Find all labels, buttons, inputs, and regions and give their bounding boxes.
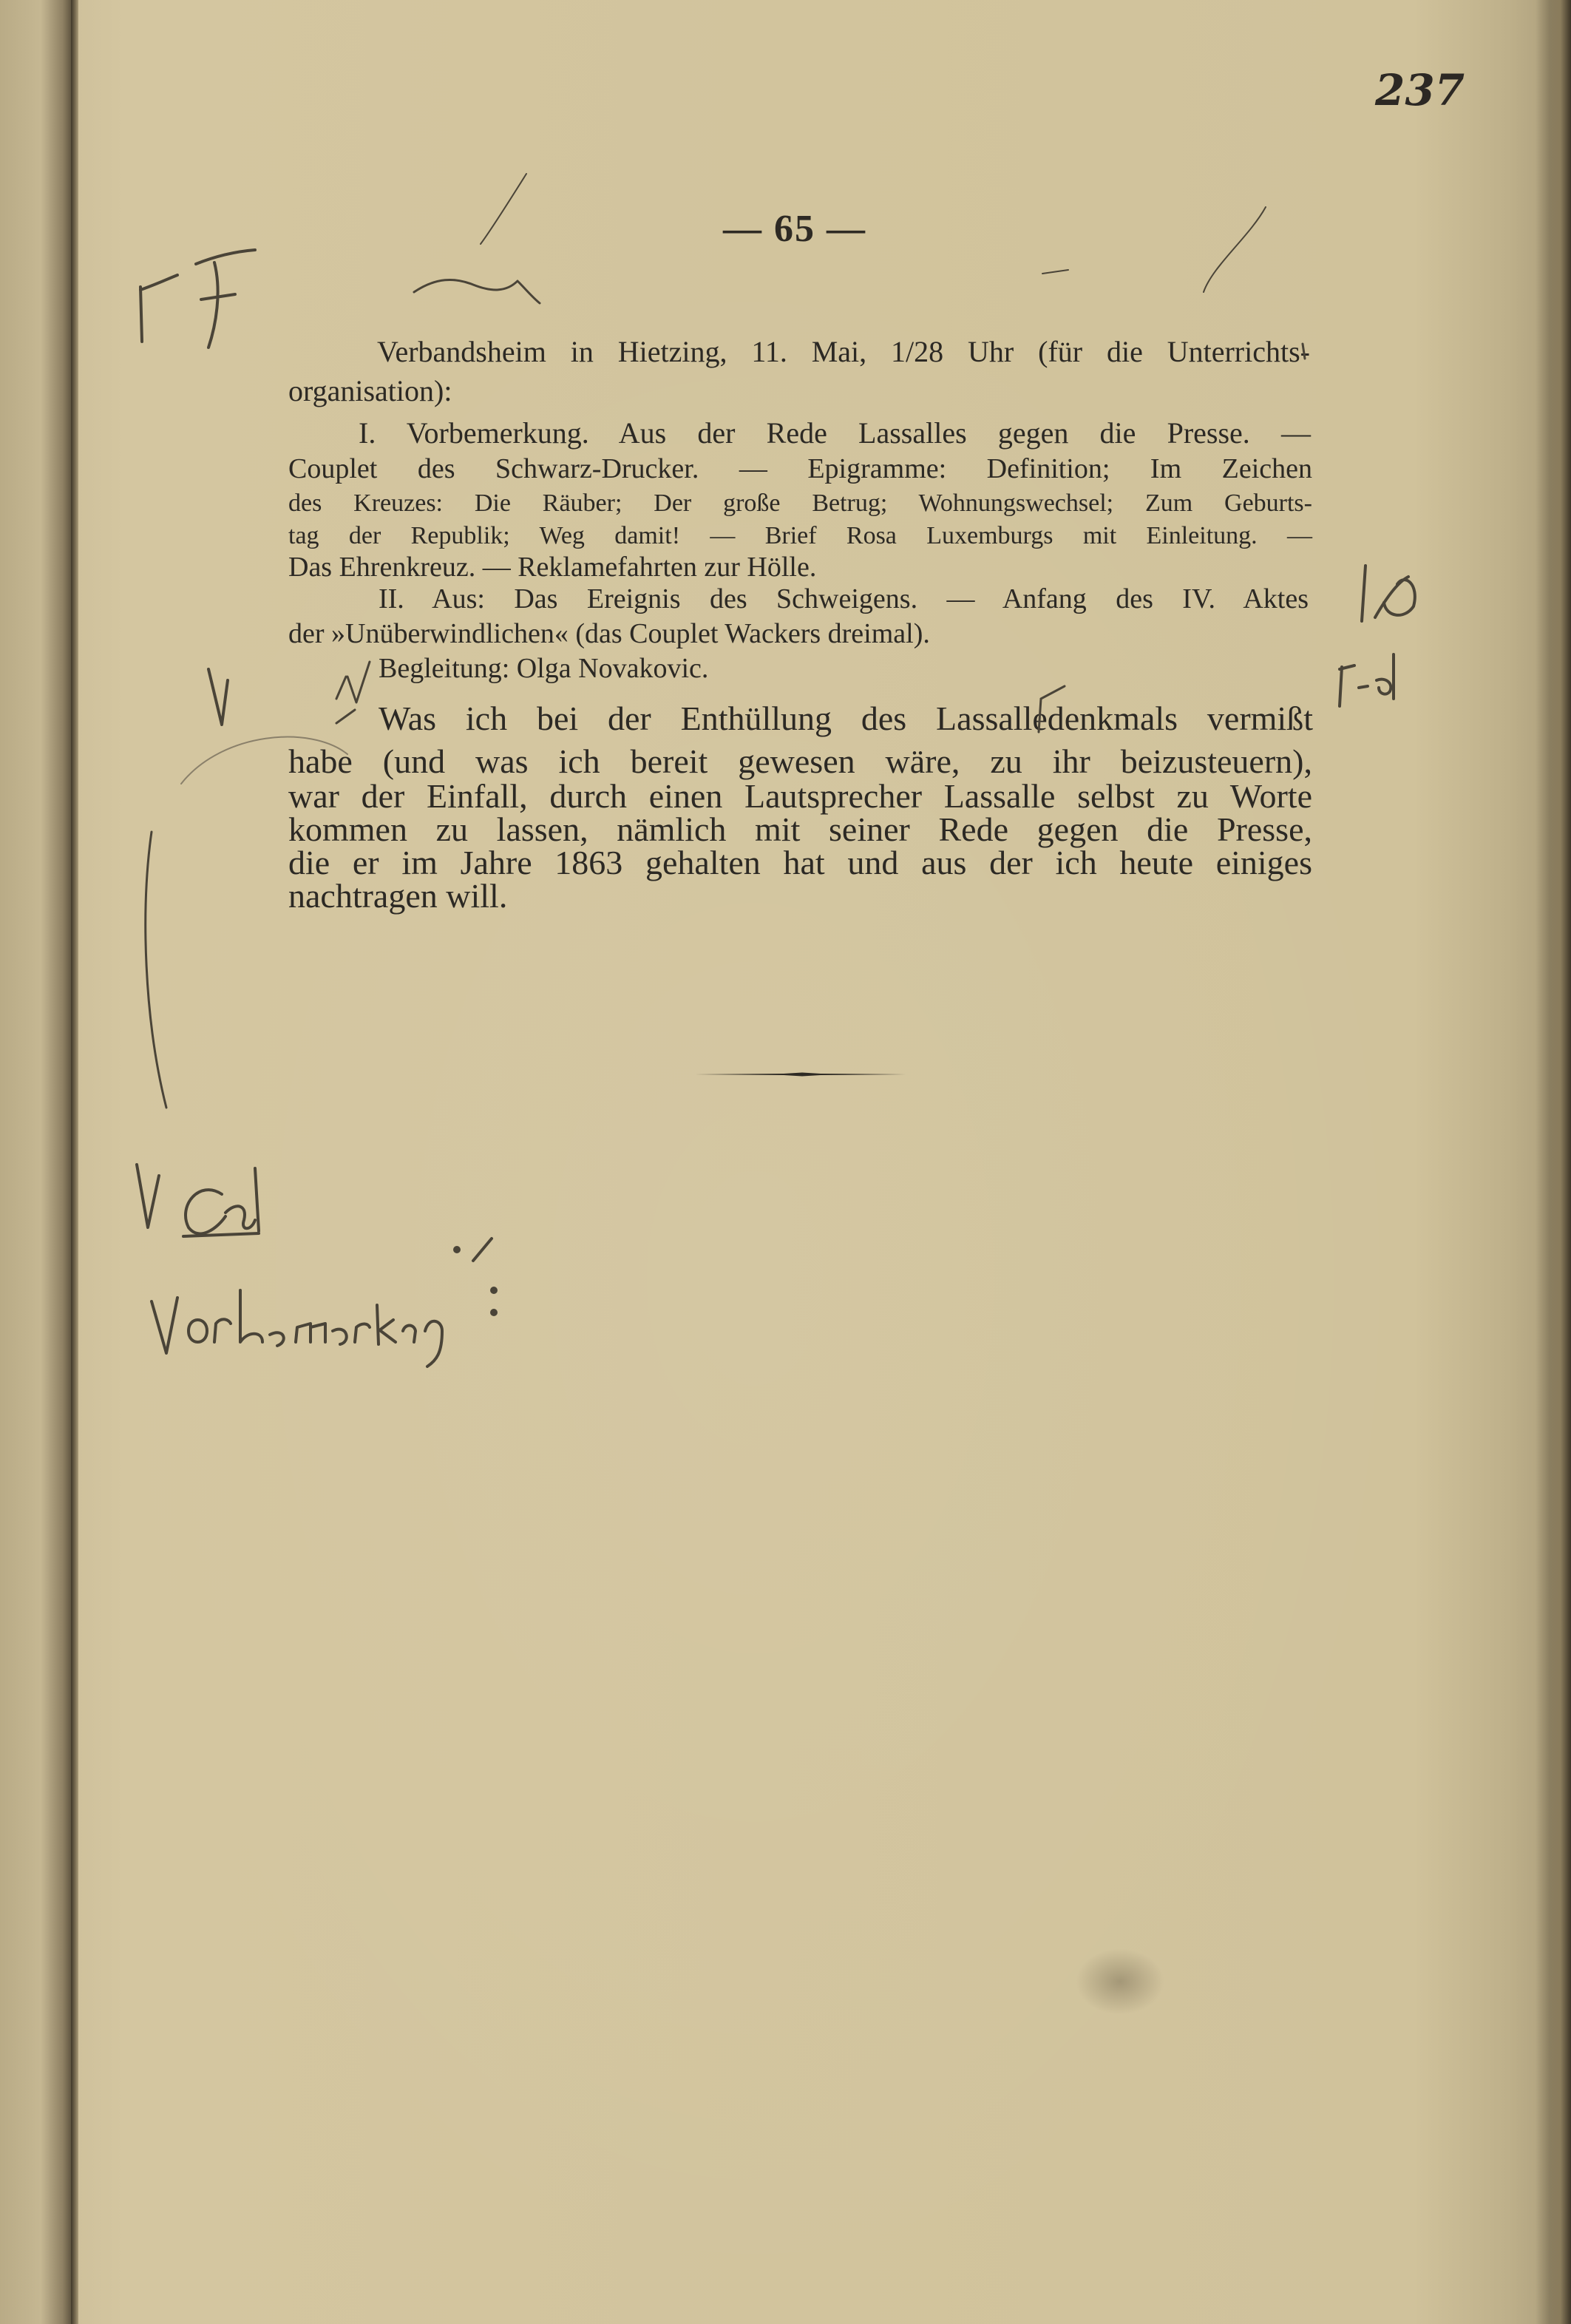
body-line-5: die er im Jahre 1863 gehalten hat und aus der ich heute einiges [288, 844, 1312, 881]
faint-arc [181, 737, 347, 784]
insert-mark [1039, 686, 1065, 732]
marginal-stroke-b [1204, 207, 1266, 292]
body-line-1: Was ich bei der Enthüllung des Lassalledenkmals vermißt [379, 699, 1313, 737]
program-part2-line-1: II. Aus: Das Ereignis des Schweigens. — Anfang des IV. Aktes [379, 583, 1309, 614]
marginal-stroke-a [481, 174, 526, 244]
marginal-mark-vorbemerkung [152, 1239, 496, 1366]
marginal-mark-ff [140, 250, 255, 348]
body-line-6: nachtragen will. [288, 877, 508, 915]
marginal-bracket [146, 832, 166, 1108]
header-line-2: organisation): [288, 374, 452, 407]
header-line-1: Verbandsheim in Hietzing, 11. Mai, 1/28 Uhr (für die Unterrichts- [377, 335, 1310, 368]
accompaniment-line: Begleitung: Olga Novakovic. [379, 653, 709, 684]
check-mark-1 [336, 677, 346, 699]
marginal-mark-fd [1340, 654, 1394, 706]
program-line-3: des Kreuzes: Die Räuber; Der große Betrug; Wohnungswechsel; Zum Geburts- [288, 489, 1312, 517]
marginal-stroke-c [1042, 270, 1068, 274]
check-mark-2 [347, 662, 370, 702]
program-line-2: Couplet des Schwarz-Drucker. — Epigramme: Definition; Im Zeichen [288, 453, 1312, 484]
program-line-4: tag der Republik; Weg damit! — Brief Rosa Luxemburgs mit Einleitung. — [288, 522, 1312, 549]
body-line-3: war der Einfall, durch einen Lautsprecher Lassalle selbst zu Worte [288, 777, 1312, 815]
body-line-2: habe (und was ich bereit gewesen wäre, zu ihr beizusteuern), [288, 742, 1312, 780]
page-number: — 65 — [723, 208, 866, 250]
program-line-5: Das Ehrenkreuz. — Reklamefahrten zur Hölle. [288, 552, 817, 583]
marginal-tilde [414, 280, 540, 303]
folio-number: 237 [1375, 65, 1465, 115]
marginal-mark-half [1362, 566, 1415, 621]
body-line-4: kommen zu lassen, nämlich mit seiner Rede gegen die Presse, [288, 810, 1312, 848]
program-line-1: I. Vorbemerkung. Aus der Rede Lassalles gegen die Presse. — [359, 416, 1311, 450]
marginal-check-v [208, 669, 228, 725]
marginal-mark-vcat [137, 1165, 259, 1236]
program-part2-line-2: der »Unüberwindlichen« (das Couplet Wackers dreimal). [288, 618, 930, 649]
insert-mark-2 [1303, 344, 1305, 359]
check-mark-3 [336, 710, 355, 723]
